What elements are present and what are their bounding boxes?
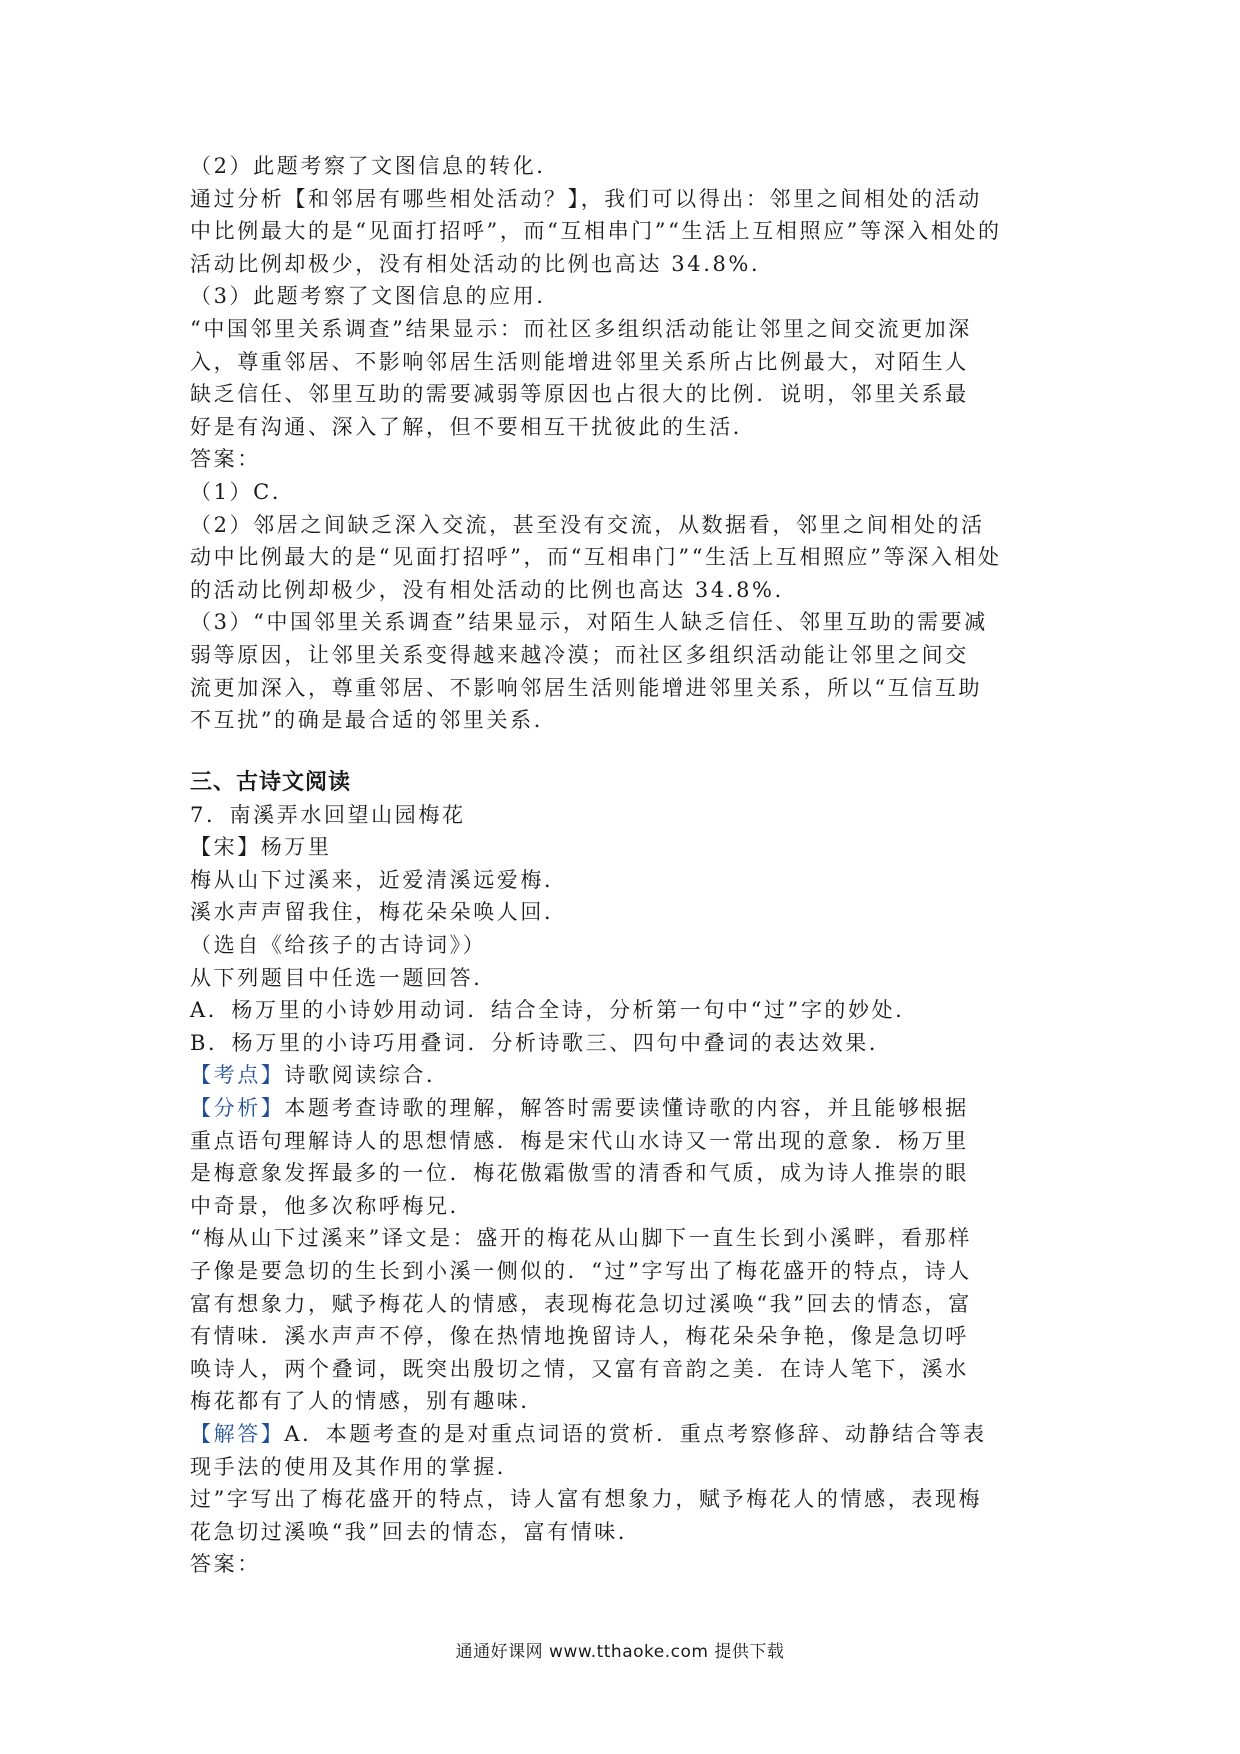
text-line: 通过分析【和邻居有哪些相处活动？】，我们可以得出：邻里之间相处的活动: [190, 186, 982, 211]
poem-line: 溪水声声留我住，梅花朵朵唤人回．: [190, 900, 568, 925]
question-title: 7．南溪弄水回望山园梅花: [190, 802, 466, 827]
text-line: 子像是要急切的生长到小溪一侧似的．“过”字写出了梅花盛开的特点，诗人: [190, 1259, 972, 1283]
jieda-text: A．本题考查的是对重点词语的赏析．重点考察修辞、动静结合等表: [284, 1421, 987, 1446]
text-line: （2）此题考察了文图信息的转化．: [190, 154, 560, 178]
answer-block-1: [190, 150, 1060, 737]
fenxi-first-line: [190, 1092, 1060, 1125]
poem-source: （选自《给孩子的古诗词》）: [190, 933, 487, 958]
text-line: 弱等原因，让邻里关系变得越来越冷漠；而社区多组织活动能让邻里之间交: [190, 642, 969, 667]
page-footer: 通通好课网 www.tthaoke.com 提供下载: [455, 1642, 785, 1662]
jieda-first-line: [190, 1418, 1060, 1451]
text-line: “梅从山下过溪来”译文是：盛开的梅花从山脚下一直生长到小溪畔，看那样: [190, 1226, 972, 1251]
poem-line: 梅从山下过溪来，近爱清溪远爱梅．: [190, 867, 568, 892]
text-line: 缺乏信任、邻里互助的需要减弱等原因也占很大的比例．说明，邻里关系最: [190, 382, 969, 407]
document-body: [190, 150, 1060, 1581]
spacer: [190, 737, 1060, 765]
text-line: 答案：: [190, 447, 261, 472]
fenxi-block: [190, 1092, 1060, 1418]
text-line: 花急切过溪唤“我”回去的情态，富有情味．: [190, 1519, 642, 1544]
text-line: 活动比例却极少，没有相处活动的比例也高达 34.8%．: [190, 251, 775, 276]
text-line: 现手法的使用及其作用的掌握．: [190, 1454, 521, 1479]
text-line: 富有想象力，赋予梅花人的情感，表现梅花急切过溪唤“我”回去的情态，富: [190, 1291, 972, 1316]
poem-author: 【宋】杨万里: [190, 835, 332, 860]
question-option-a: A．杨万里的小诗妙用动词．结合全诗，分析第一句中“过”字的妙处．: [190, 998, 919, 1023]
text-line: 流更加深入，尊重邻居、不影响邻居生活则能增进邻里关系，所以“互信互助: [190, 675, 983, 700]
text-line: 不互扰”的确是最合适的邻里关系．: [190, 708, 558, 733]
text-line: （2）邻居之间缺乏深入交流，甚至没有交流，从数据看，邻里之间相处的活: [190, 512, 985, 537]
fenxi-tag: 【分析】: [190, 1096, 285, 1121]
text-line: 动中比例最大的是“见面打招呼”，而“互相串门”“生活上互相照应”等深入相处: [190, 545, 1002, 570]
text-line: 入，尊重邻居、不影响邻居生活则能增进邻里关系所占比例最大，对陌生人: [190, 349, 969, 374]
text-line: 梅花都有了人的情感，别有趣味．: [190, 1389, 544, 1414]
text-line: （3）此题考察了文图信息的应用．: [190, 284, 560, 309]
text-line: 唤诗人，两个叠词，既突出殷切之情，又富有音韵之美．在诗人笔下，溪水: [190, 1356, 969, 1381]
question-option-b: B．杨万里的小诗巧用叠词．分析诗歌三、四句中叠词的表达效果．: [190, 1030, 893, 1055]
kaodian-text: 诗歌阅读综合．: [284, 1063, 450, 1088]
text-line: “中国邻里关系调查”结果显示：而社区多组织活动能让邻里之间交流更加深: [190, 316, 972, 341]
jieda-block: [190, 1418, 1060, 1581]
kaodian-tag: 【考点】: [190, 1063, 285, 1088]
jieda-tag: 【解答】: [190, 1421, 285, 1446]
section-title: 三、古诗文阅读: [190, 768, 352, 795]
text-line: 好是有沟通、深入了解，但不要相互干扰彼此的生活．: [190, 414, 757, 439]
text-line: （1）C．: [190, 479, 296, 504]
text-line: 的活动比例却极少，没有相处活动的比例也高达 34.8%．: [190, 577, 799, 602]
text-line: 过”字写出了梅花盛开的特点，诗人富有想象力，赋予梅花人的情感，表现梅: [190, 1487, 983, 1512]
question-7: [190, 799, 1060, 1060]
text-line: 有情味．溪水声声不停，像在热情地挽留诗人，梅花朵朵争艳，像是急切呼: [190, 1324, 969, 1349]
kaodian-line: [190, 1059, 1060, 1092]
text-line: 答案：: [190, 1552, 261, 1577]
text-line: 是梅意象发挥最多的一位．梅花傲霜傲雪的清香和气质，成为诗人推崇的眼: [190, 1161, 969, 1186]
text-line: 中比例最大的是“见面打招呼”，而“互相串门”“生活上互相照应”等深入相处的: [190, 219, 1002, 244]
fenxi-text: 本题考查诗歌的理解，解答时需要读懂诗歌的内容，并且能够根据: [284, 1096, 969, 1121]
text-line: 中奇景，他多次称呼梅兄．: [190, 1193, 474, 1218]
text-line: （3）“中国邻里关系调查”结果显示，对陌生人缺乏信任、邻里互助的需要减: [190, 610, 988, 635]
text-line: 重点语句理解诗人的思想情感．梅是宋代山水诗又一常出现的意象．杨万里: [190, 1128, 969, 1153]
question-instruction: 从下列题目中任选一题回答．: [190, 965, 497, 990]
